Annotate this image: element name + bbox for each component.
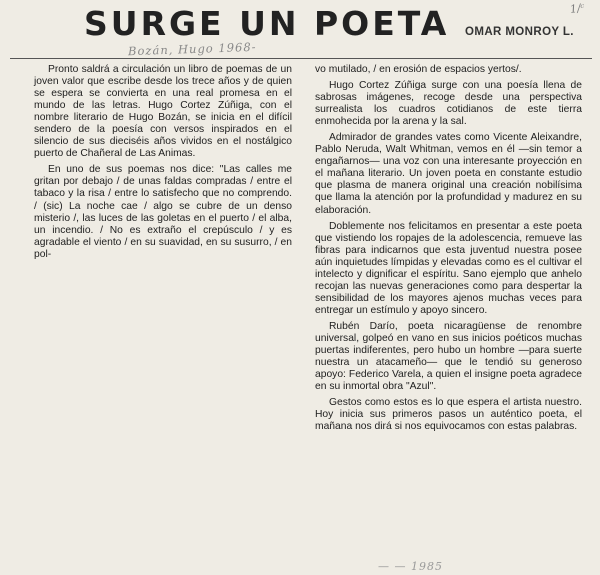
- paragraph: Pronto saldrá a circulación un libro de poemas de un joven valor que escribe desde los trece años y de quien se espera se convierta en una real promesa en el mundo de las letras. Hugo Cortez Zúñiga, con el nombre literario de Hugo Bozán, se inicia en el difícil sendero de la poesía con versos inspirados en el silencio de sus dieciséis años vividos en el nostálgico puerto de Chañeral de Las Animas.: [34, 64, 292, 160]
- corner-handwritten-mark: 1/ᶜ: [569, 1, 586, 16]
- left-column: [34, 64, 292, 265]
- paragraph: vo mutilado, / en erosión de espacios yertos/.: [315, 64, 522, 75]
- handwritten-annotation: Bozán, Hugo 1968-: [127, 39, 257, 59]
- paragraph: Doblemente nos felicitamos en presentar a este poeta que vistiendo los ropajes de la adolescencia, remueve las fibras para indicarnos que esta juventud nuestra posee aún inquietudes límpidas y elevadas como es el cultivar el intelecto y dignificar el espíritu. Sano ejemplo que anhelo recojan las nuevas generaciones como para despertar la sensibilidad de los mayores ajenos muchas veces para entregar un estímulo y apoyo sincero.: [315, 220, 582, 316]
- paragraph: Hugo Cortez Zúñiga surge con una poesía llena de sabrosas imágenes, recoge desde una perspectiva surrealista los cuadros cotidianos de este tierra enmohecida por la arena y la sal.: [315, 80, 582, 128]
- title-divider: [10, 58, 592, 59]
- paragraph: Gestos como estos es lo que espera el artista nuestro. Hoy inicia sus primeros pasos un auténtico poeta, el mañana nos dirá si nos equivocamos con estas palabras.: [315, 397, 582, 433]
- paragraph: Admirador de grandes vates como Vicente Aleixandre, Pablo Neruda, Walt Whitman, vemos en él —sin temor a engañarnos— una voz con una interesante proyección en el mañana literario. Un joven poeta en constante estudio que plasma de manera original una creación nobilísima que llama la atención por la profundidad y madurez en su elaboración.: [315, 132, 582, 216]
- article-title: SURGE UN POETA: [84, 4, 450, 43]
- bottom-handwritten-mark: — — 1985: [378, 560, 443, 573]
- paragraph: Rubén Darío, poeta nicaragüense de renombre universal, golpeó en vano en sus inicios poéticos muchas puertas indiferentes, pero hubo un hombre —para suerte nuestra un atacameño— que le tendió su generoso apoyo: Federico Varela, a quien el insigne poeta agradece en su inmortal obra "Azul".: [315, 320, 582, 393]
- paragraph: En uno de sus poemas nos dice: "Las calles me gritan por debajo / de unas faldas compradas / entre el tabaco y la risa / entre lo satisfecho que no comprendo. / (sic) La noche cae / algo se cubre de un denso misterio /, las luces de las goletas en el puerto / el alba, un incendio. / No es extraño el crepúsculo / y es agradable el viento / en su suavidad, en su susurro, / en pol-: [34, 164, 292, 260]
- right-column: [315, 64, 582, 437]
- article-author: OMAR MONROY L.: [465, 26, 574, 38]
